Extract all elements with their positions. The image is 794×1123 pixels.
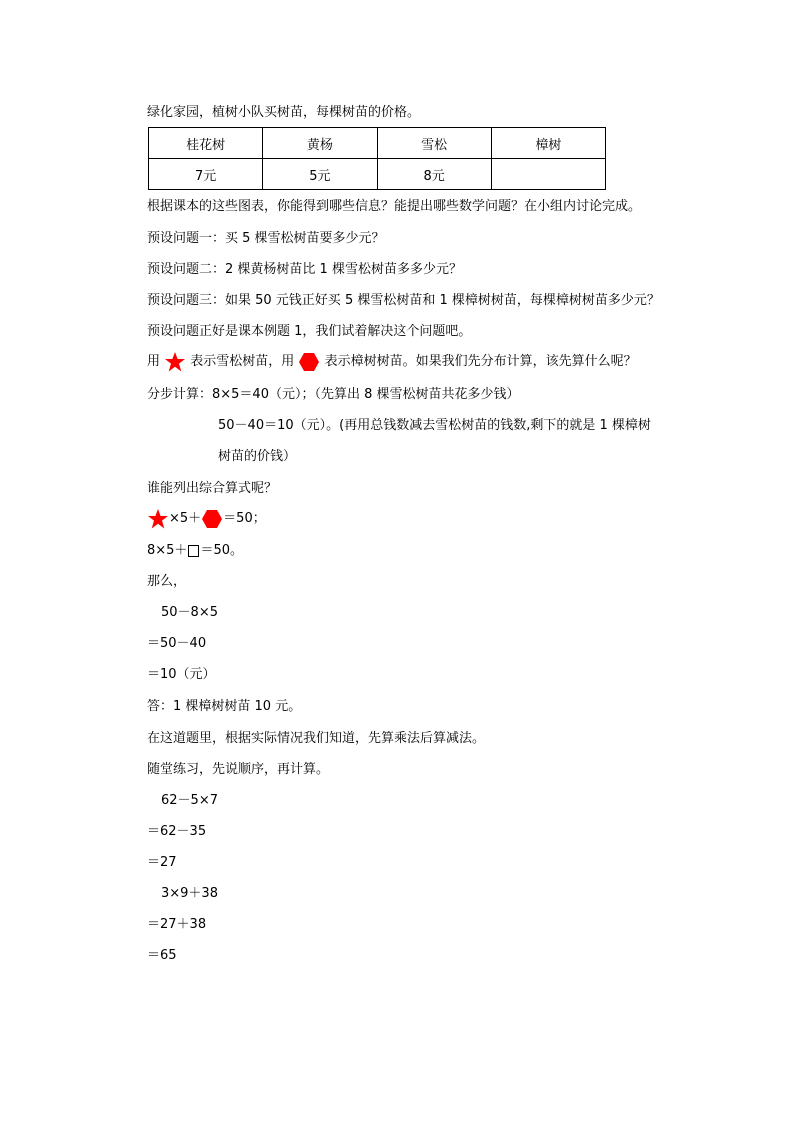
practice-2-line: ＝27＋38: [147, 917, 207, 932]
table-header-cell: 桂花树: [149, 128, 263, 159]
formula-symbolic: [147, 507, 266, 531]
formula-numeric: [147, 541, 243, 561]
step-calc-2: 50－40＝10（元）。(再用总钱数减去雪松树苗的钱数,剩下的就是 1 棵樟树: [218, 418, 651, 433]
calc-line: ＝50－40: [147, 636, 207, 651]
star-icon: [147, 508, 169, 530]
table-price-cell: 5元: [263, 159, 377, 190]
preset-question-2: 预设问题二：2 棵黄杨树苗比 1 棵雪松树苗多多少元？: [147, 262, 462, 277]
question-paragraph: 根据课本的这些图表，你能得到哪些信息？能提出哪些数学问题？在小组内讨论完成。: [147, 199, 642, 214]
formula-question: 谁能列出综合算式呢？: [147, 481, 278, 496]
price-table: [148, 127, 606, 190]
table-header-cell: 樟树: [491, 128, 605, 159]
calc-line: 50－8×5: [161, 605, 218, 620]
intro-text: 绿化家园，植树小队买树苗，每棵树苗的价格。: [147, 105, 421, 120]
practice-title: 随堂练习，先说顺序，再计算。: [147, 762, 330, 777]
legend-hex-text: 表示樟树树苗。如果我们先分布计算，该先算什么呢？: [324, 354, 637, 369]
star-icon: [164, 351, 186, 373]
preset-question-1: 预设问题一：买 5 棵雪松树苗要多少元？: [147, 231, 385, 246]
conclusion-text: 在这道题里，根据实际情况我们知道，先算乘法后算减法。: [147, 731, 486, 746]
calc-line: ＝10（元）: [147, 667, 216, 682]
legend-prefix: 用: [147, 354, 161, 369]
hexagon-icon: [298, 352, 320, 372]
practice-2-line: 3×9＋38: [161, 886, 218, 901]
answer-text: 答：1 棵樟树树苗 10 元。: [147, 699, 302, 714]
formula-symbolic-part1: ×5＋: [169, 511, 202, 526]
example-paragraph: 预设问题正好是课本例题 1，我们试着解决这个问题吧。: [147, 324, 472, 339]
preset-question-3: 预设问题三：如果 50 元钱正好买 5 棵雪松树苗和 1 棵樟树树苗，每棵樟树树苗多少元？: [147, 293, 660, 308]
formula-numeric-part1: 8×5＋: [147, 543, 188, 558]
practice-1-line: ＝62－35: [147, 824, 207, 839]
price-table-header-row: [149, 128, 606, 159]
formula-numeric-part2: ＝50。: [200, 543, 243, 558]
table-price-cell: 8元: [377, 159, 491, 190]
formula-symbolic-part2: ＝50；: [223, 511, 266, 526]
hexagon-icon: [201, 509, 223, 529]
step-calc-2-continued: 树苗的价钱）: [218, 449, 297, 464]
step-calc-1: 分步计算：8×5＝40（元）；（先算出 8 棵雪松树苗共花多少钱）: [147, 387, 520, 402]
blank-box: [188, 545, 199, 557]
legend-line: [147, 350, 637, 374]
practice-2-line: ＝65: [147, 948, 177, 963]
practice-1-line: ＝27: [147, 855, 177, 870]
table-price-cell: [491, 159, 605, 190]
table-price-cell: 7元: [149, 159, 263, 190]
table-header-cell: 黄杨: [263, 128, 377, 159]
table-header-cell: 雪松: [377, 128, 491, 159]
legend-star-text: 表示雪松树苗，用: [190, 354, 295, 369]
practice-1-line: 62－5×7: [161, 793, 218, 808]
so-text: 那么，: [147, 574, 187, 589]
price-table-value-row: [149, 159, 606, 190]
